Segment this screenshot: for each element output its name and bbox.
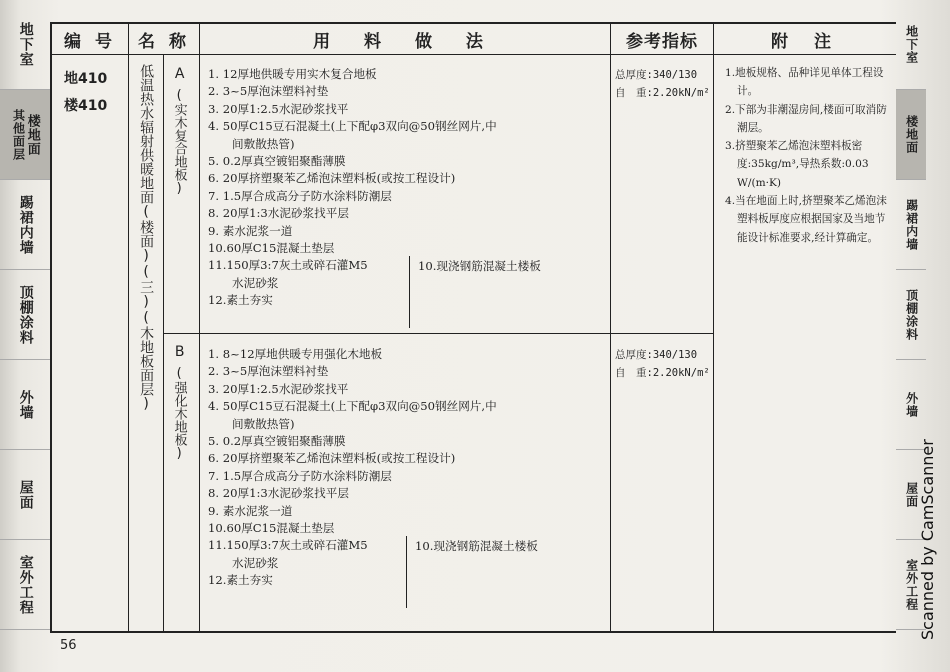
step: 5. 0.2厚真空镀铝聚酯薄膜 [208, 153, 346, 168]
variant-b-slab: 10.现浇钢筋混凝土楼板 [415, 539, 538, 553]
step: 4. 50厚C15豆石混凝土(上下配φ3双向@50钢丝网片,中 [208, 119, 497, 134]
page-number: 56 [60, 638, 77, 653]
step: 1. 12厚地供暖专用实木复合地板 [208, 67, 377, 81]
tab-exterior-wall-r[interactable]: 外墙 [896, 360, 926, 450]
note: 4.当在地面上时,挤塑聚苯乙烯泡沫塑料板厚度应根据国家及当地节能设计标准要求,经计算确定。 [725, 195, 887, 244]
note: 2.下部为非潮湿房间,楼面可取消防潮层。 [725, 103, 887, 134]
construction-table [50, 22, 896, 633]
step: 2. 3~5厚泡沫塑料衬垫 [208, 84, 329, 99]
step: 水泥砂浆 [232, 275, 279, 290]
step: 3. 20厚1:2.5水泥砂浆找平 [208, 101, 349, 116]
step: 9. 素水泥浆一道 [208, 503, 293, 518]
item-name: 低温热水辐射供暖地面(楼面)(三)(木地板面层) [138, 64, 155, 412]
step: 7. 1.5厚合成高分子防水涂料防潮层 [208, 468, 392, 483]
step: 8. 20厚1:3水泥砂浆找平层 [208, 486, 349, 501]
header-code: 编 号 [64, 31, 116, 52]
step: 6. 20厚挤塑聚苯乙烯泡沫塑料板(或按工程设计) [208, 451, 456, 466]
tab-outdoor[interactable]: 室外工程 [0, 540, 50, 630]
code-list [64, 66, 107, 120]
tab-floor-label: 楼地面 [24, 113, 40, 156]
note: 1.地板规格、品种详见单体工程设计。 [725, 67, 884, 98]
step: 7. 1.5厚合成高分子防水涂料防潮层 [208, 188, 392, 203]
note: 3.挤塑聚苯乙烯泡沫塑料板密度:35kg/m³,导热系数:0.03 W/(m·K) [725, 140, 869, 189]
step: 水泥砂浆 [232, 555, 279, 570]
thickness: 总厚度:340/130 [615, 349, 698, 361]
tab-exterior-wall[interactable]: 外墙 [0, 360, 50, 450]
scanner-watermark: Scanned by CamScanner [918, 439, 937, 640]
tab-ceiling[interactable]: 顶棚涂料 [0, 270, 50, 360]
step: 11.150厚3:7灰土或碎石灌M5 [208, 538, 368, 553]
left-section-tabs [0, 0, 50, 630]
tab-floor-other: 其他面层 [11, 108, 26, 161]
tab-skirting[interactable]: 踢裙内墙 [0, 180, 50, 270]
weight: 自 重:2.20kN/m² [615, 367, 710, 379]
notes-list [725, 64, 895, 247]
tab-floor[interactable] [0, 90, 50, 180]
tab-roof-r[interactable]: 屋面 [896, 450, 926, 540]
step: 11.150厚3:7灰土或碎石灌M5 [208, 258, 368, 273]
step: 10.60厚C15混凝土垫层 [208, 520, 335, 535]
tab-basement-r[interactable]: 地下室 [896, 0, 926, 90]
header-method: 用 料 做 法 [313, 31, 497, 52]
step: 8. 20厚1:3水泥砂浆找平层 [208, 206, 349, 221]
tab-roof[interactable]: 屋面 [0, 450, 50, 540]
variant-a-label: A [171, 66, 188, 82]
step: 5. 0.2厚真空镀铝聚酯薄膜 [208, 433, 346, 448]
variant-a-type: (实木复合地板) [171, 88, 187, 196]
variant-a-slab: 10.现浇钢筋混凝土楼板 [418, 259, 541, 273]
step: 4. 50厚C15豆石混凝土(上下配φ3双向@50钢丝网片,中 [208, 399, 497, 414]
tab-floor-r[interactable]: 楼地面 [896, 90, 926, 180]
thickness: 总厚度:340/130 [615, 69, 698, 81]
variant-b-type: (强化木地板) [171, 366, 187, 461]
step: 9. 素水泥浆一道 [208, 223, 293, 238]
variant-b-label: B [171, 344, 188, 360]
step: 10.60厚C15混凝土垫层 [208, 240, 335, 255]
header-name: 名 称 [138, 31, 190, 52]
tab-ceiling-r[interactable]: 顶棚涂料 [896, 270, 926, 360]
code-floor: 地410 [64, 71, 108, 87]
tab-skirting-r[interactable]: 踢裙内墙 [896, 180, 926, 270]
tab-outdoor-r[interactable]: 室外工程 [896, 540, 926, 630]
code-storey: 楼410 [64, 98, 108, 114]
step: 间敷散热管) [232, 416, 295, 431]
variant-b-metrics [615, 346, 710, 382]
weight: 自 重:2.20kN/m² [615, 87, 710, 99]
step: 1. 8~12厚地供暖专用强化木地板 [208, 347, 383, 361]
header-notes: 附 注 [771, 31, 841, 52]
step: 12.素土夯实 [208, 293, 273, 308]
step: 2. 3~5厚泡沫塑料衬垫 [208, 364, 329, 379]
header-reference: 参考指标 [626, 31, 698, 52]
step: 间敷散热管) [232, 136, 295, 151]
step: 3. 20厚1:2.5水泥砂浆找平 [208, 381, 349, 396]
tab-basement[interactable]: 地下室 [0, 0, 50, 90]
step: 12.素土夯实 [208, 573, 273, 588]
step: 6. 20厚挤塑聚苯乙烯泡沫塑料板(或按工程设计) [208, 171, 456, 186]
variant-a-metrics [615, 66, 710, 102]
